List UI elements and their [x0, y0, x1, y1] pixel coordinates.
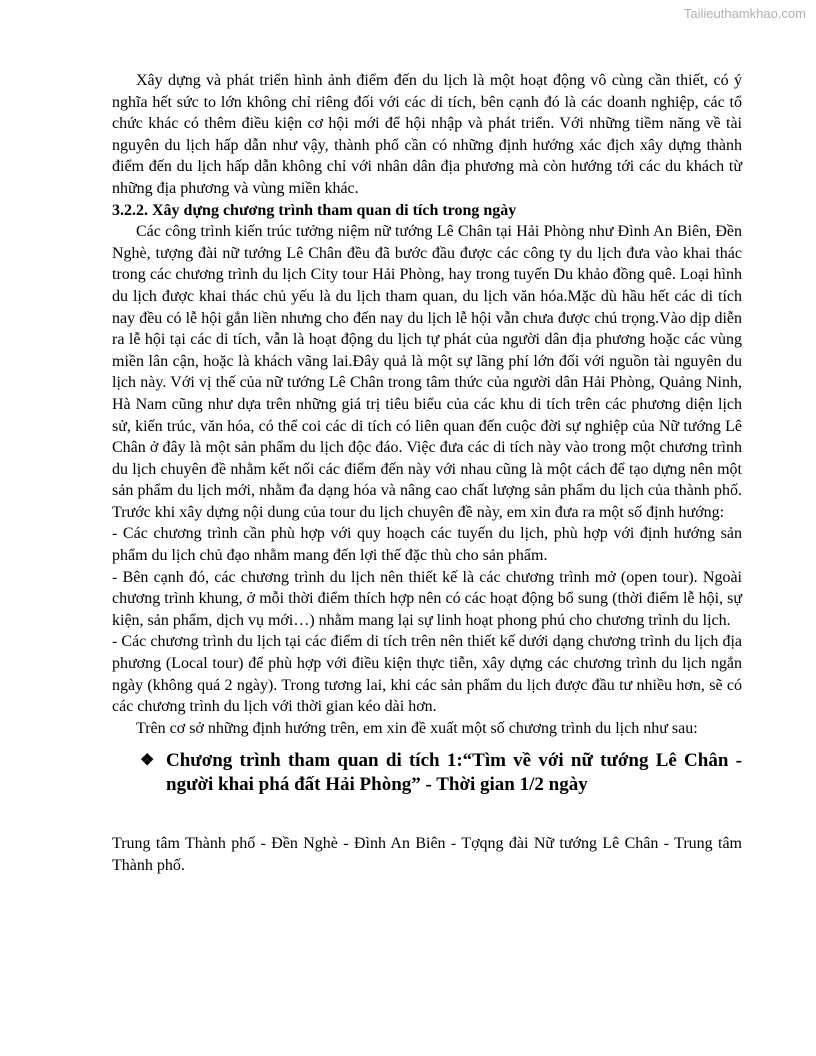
guideline-item-3: - Các chương trình du lịch tại các điểm di tích trên nên thiết kế dưới dạng chương trình du lịch địa phương (Local tour) để phù hợp với điều kiện thực tiễn, xây dựng các chương trình du lịch ngắn ngày (không quá 2 ngày). Trong tương lai, khi các sản phẩm du lịch được đầu tư nhiều hơn, sẽ có các chương trình du lịch với thời gian kéo dài hơn. — [112, 633, 742, 716]
diamond-bullet-icon: ❖ — [140, 752, 155, 770]
proposal-paragraph: Trên cơ sở những định hướng trên, em xin đề xuất một số chương trình du lịch như sau: — [136, 719, 698, 737]
guideline-item-1: - Các chương trình cần phù hợp với quy hoạch các tuyến du lịch, phù hợp với định hướng sản phẩm du lịch chủ đạo nhằm mang đến lợi thế đặc thù cho sản phẩm. — [112, 525, 742, 565]
guideline-item-2: - Bên cạnh đó, các chương trình du lịch nên thiết kế là các chương trình mở (open tour). Ngoài chương trình khung, ở mỗi thời điểm thích hợp nên có các hoạt động bổ sung (thời điểm lễ hội, sự kiện, sản phẩm, dịch vụ mới…) nhằm mang lại sự linh hoạt phong phú cho chương trình du lịch. — [112, 568, 742, 629]
route-paragraph — [112, 811, 742, 876]
intro-paragraph: Xây dựng và phát triển hình ảnh điểm đến du lịch là một hoạt động vô cùng cần thiết, có ý nghĩa hết sức to lớn không chỉ riêng đối với các di tích, bên cạnh đó là các doanh nghiệp, các tổ chức khác có thêm điều kiện cơ hội mới để hội nhập và phát triển. Với những tiềm năng về tài nguyên du lịch hấp dẫn như vậy, thành phố cần có những định hướng xác địch xây dựng thành điểm đến du lịch hấp dẫn không chỉ với nhân dân địa phương mà còn hướng tới các du khách từ những địa phương và vùng miền khác. — [112, 72, 742, 197]
program-title: Chương trình tham quan di tích 1:“Tìm về với nữ tướng Lê Chân - người khai phá đất Hải Phòng” - Thời gian 1/2 ngày — [166, 750, 742, 796]
document-page — [112, 70, 742, 876]
route-text: Trung tâm Thành phố - Đền Nghè - Đình An Biên - Tợqng đài Nữ tướng Lê Chân - Trung tâm Thành phố. — [112, 835, 742, 874]
watermark-text: Tailieuthamkhao.com — [683, 6, 806, 21]
program-heading — [140, 749, 742, 797]
body-paragraph: Các công trình kiến trúc tưởng niệm nữ tướng Lê Chân tại Hải Phòng như Đình An Biên, Đền Nghè, tượng đài nữ tướng Lê Chân đều đã bước đầu được các công ty du lịch đưa vào khai thác trong các chương trình du lịch City tour Hải Phòng, hay trong tuyến Du khảo đồng quê. Loại hình du lịch được khai thác chủ yếu là du lịch tham quan, du lịch văn hóa.Mặc dù hầu hết các di tích nay đều có lễ hội gắn liền nhưng cho đến nay du lịch lễ hội vẫn chưa được chú trọng.Vào dịp diễn ra lễ hội tại các di tích, vẫn là hoạt động du lịch tự phát của người dân địa phương hoặc các vùng miền lân cận, hoặc là khách vãng lai.Đây quả là một sự lãng phí lớn đối với nguồn tài nguyên du lịch này. Với vị thế của nữ tướng Lê Chân trong tâm thức của người dân Hải Phòng, Quảng Ninh, Hà Nam cũng như dựa trên những giá trị tiêu biểu của các khu di tích trên các phương diện lịch sử, kiến trúc, văn hóa, có thể coi các di tích có liên quan đến cuộc đời sự nghiệp của Nữ tướng Lê Chân ở đây là một sản phẩm du lịch độc đáo. Việc đưa các di tích này vào trong một chương trình du lịch chuyên đề nhằm kết nối các điểm đến này với nhau cũng là một cách để tạo dựng nên một sản phẩm du lịch mới, nhằm đa dạng hóa và nâng cao chất lượng sản phẩm du lịch của thành phố. Trước khi xây dựng nội dung của tour du lịch chuyên đề này, em xin đưa ra một số định hướng: — [112, 223, 742, 521]
section-heading: 3.2.2. Xây dựng chương trình tham quan di tích trong ngày — [112, 201, 517, 219]
